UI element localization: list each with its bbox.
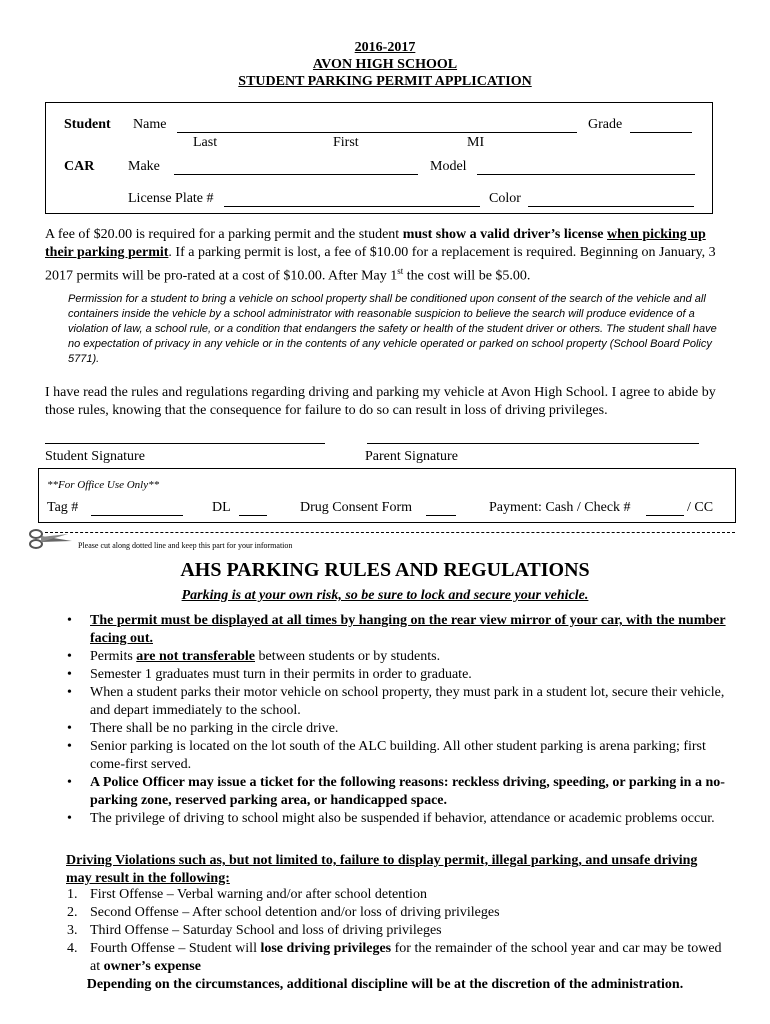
list-item: 3. Third Offense – Saturday School and loss of driving privileges (67, 923, 442, 938)
parent-signature-line[interactable] (367, 443, 699, 444)
fee-paragraph: A fee of $20.00 is required for a parking permit and the student must show a valid driver’s license when picking up their parking permit. If a parking permit is lost, a fee of $10.00 for a replacement is required. Beginning on January, 3 2017 permits will be pro-rated at a cost of $10.00. After May 1st the cost will be $5.00. (45, 227, 716, 284)
rules-list (45, 612, 735, 828)
student-label: Student (64, 117, 111, 132)
make-field[interactable] (174, 174, 418, 175)
student-signature-label: Student Signature (45, 449, 145, 464)
plate-field[interactable] (224, 206, 480, 207)
name-label: Name (133, 117, 167, 132)
check-number-field[interactable] (646, 515, 684, 516)
make-label: Make (128, 159, 160, 174)
list-item: 2. Second Offense – After school detention and/or loss of driving privileges (67, 905, 500, 920)
tag-field[interactable] (91, 515, 183, 516)
cut-line (45, 532, 735, 533)
last-label: Last (193, 135, 218, 150)
student-info-box (45, 102, 713, 214)
office-use-title: **For Office Use Only** (47, 479, 160, 491)
page-title: STUDENT PARKING PERMIT APPLICATION (238, 74, 532, 89)
student-signature-line[interactable] (45, 443, 325, 444)
list-item: • Senior parking is located on the lot south of the ALC building. All other student parking is arena parking; first come-first served. (67, 739, 706, 772)
grade-label: Grade (588, 117, 623, 132)
plate-label: License Plate # (128, 191, 214, 206)
grade-field[interactable] (630, 132, 692, 133)
rules-title: AHS PARKING RULES AND REGULATIONS (180, 559, 590, 581)
cut-note: Please cut along dotted line and keep this part for your information (78, 541, 293, 550)
list-item: • The privilege of driving to school might also be suspended if behavior, attendance or academic problems occur. (67, 811, 715, 826)
rules-subtitle: Parking is at your own risk, so be sure to lock and secure your vehicle. (181, 588, 589, 603)
agreement-paragraph: I have read the rules and regulations regarding driving and parking my vehicle at Avon High School. I agree to abide by those rules, knowing that the consequence for failure to do so can result in loss of driving privileges. (45, 385, 716, 418)
list-item: • The permit must be displayed at all times by hanging on the rear view mirror of your car, with the number facing out. (67, 613, 726, 646)
color-field[interactable] (528, 206, 694, 207)
payment-label: Payment: Cash / Check # (489, 500, 631, 515)
list-item: • When a student parks their motor vehicle on school property, they must park in a student lot, secure their vehicle, and depart immediately to the school. (67, 685, 725, 718)
policy-paragraph: Permission for a student to bring a vehicle on school property shall be conditioned upon consent of the search of the vehicle and all containers inside the vehicle by a school administrator with reasonable suspicion to believe the search will produce evidence of a violation of law, a school rule, or a condition that endangers the safety or health of the student driver or others. The student shall have no expectation of privacy in any vehicle or in the contents of any vehicle operated or parked on school property (School Board Policy 5771). (68, 293, 717, 365)
header-year: 2016-2017 (354, 40, 416, 55)
header-school: AVON HIGH SCHOOL (312, 57, 458, 72)
dl-field[interactable] (239, 515, 267, 516)
list-item: 1. First Offense – Verbal warning and/or after school detention (67, 887, 427, 902)
name-field[interactable] (177, 132, 577, 133)
drug-consent-label: Drug Consent Form (300, 500, 412, 515)
dl-label: DL (212, 500, 231, 515)
model-label: Model (430, 159, 467, 174)
first-label: First (333, 135, 359, 150)
parent-signature-label: Parent Signature (365, 449, 458, 464)
closing-statement: Depending on the circumstances, additional discipline will be at the discretion of the administration. (86, 977, 684, 992)
violations-heading: Driving Violations such as, but not limited to, failure to display permit, illegal parking, and unsafe driving may result in the following: (66, 853, 698, 886)
car-label: CAR (64, 159, 95, 174)
list-item: • There shall be no parking in the circle drive. (67, 721, 339, 736)
mi-label: MI (467, 135, 485, 150)
list-item: • A Police Officer may issue a ticket for the following reasons: reckless driving, speeding, or parking in a no-parking zone, reserved parking area, or handicapped space. (67, 775, 725, 808)
scissors-icon (28, 528, 74, 550)
list-item: • Permits are not transferable between students or by students. (67, 649, 441, 664)
drug-consent-field[interactable] (426, 515, 456, 516)
list-item: • Semester 1 graduates must turn in their permits in order to graduate. (67, 667, 472, 682)
office-use-box (38, 468, 736, 523)
model-field[interactable] (477, 174, 695, 175)
list-item: 4. Fourth Offense – Student will lose driving privileges for the remainder of the school year and car may be towed at owner’s expense (67, 941, 722, 974)
offenses-list (45, 886, 735, 976)
color-label: Color (489, 191, 521, 206)
tag-label: Tag # (47, 500, 79, 515)
cc-label: / CC (687, 500, 714, 515)
